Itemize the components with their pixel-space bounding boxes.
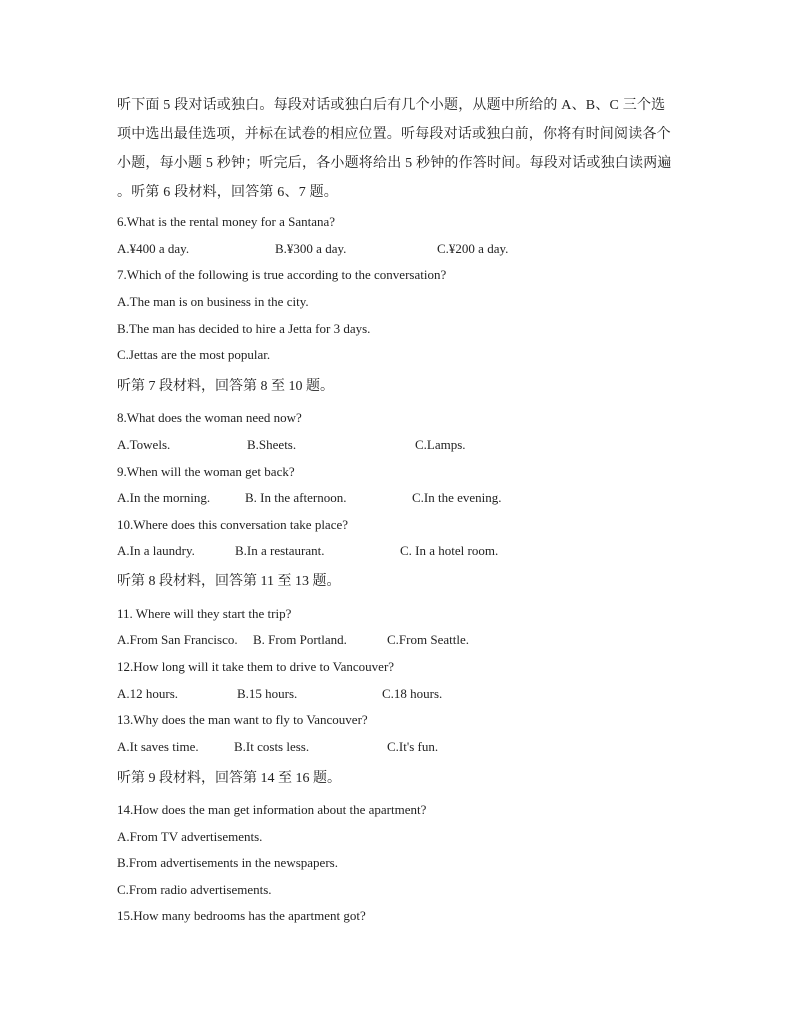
option-a: A.It saves time. [117,739,199,754]
option-c: C.¥200 a day. [437,241,509,256]
option-b: B. From Portland. [253,632,347,647]
option-a: A.12 hours. [117,686,179,701]
option-a: A.From San Francisco. [117,632,238,647]
question-11-stem: 11. Where will they start the trip? [117,606,292,621]
question-15-stem: 15.How many bedrooms has the apartment got? [117,908,366,923]
option-a: A.Towels. [117,437,171,452]
intro-line-2: 项中选出最佳选项，并标在试卷的相应位置。听每段对话或独白前，你将有时间阅读各个 [117,127,671,142]
question-12-stem: 12.How long will it take them to drive to Vancouver? [117,659,395,674]
intro-line-4: 。听第 6 段材料，回答第 6、7 题。 [117,185,338,200]
option-b: B. In the afternoon. [245,490,347,505]
question-7-option-b: B.The man has decided to hire a Jetta for 3 days. [117,321,371,336]
option-c: C.18 hours. [382,686,443,701]
option-c: C.Lamps. [415,437,466,452]
question-14-option-c: C.From radio advertisements. [117,882,272,897]
option-b: B.In a restaurant. [235,543,325,558]
intro-line-3: 小题，每小题 5 秒钟；听完后，各小题将给出 5 秒钟的作答时间。每段对话或独白读两遍 [117,156,672,171]
option-b: B.It costs less. [234,739,310,754]
question-7-option-a: A.The man is on business in the city. [117,294,309,309]
option-a: A.In a laundry. [117,543,195,558]
question-14-stem: 14.How does the man get information about the apartment? [117,802,427,817]
option-a: A.¥400 a day. [117,241,190,256]
option-b: B.15 hours. [237,686,298,701]
question-6-stem: 6.What is the rental money for a Santana? [117,214,336,229]
question-7-option-c: C.Jettas are the most popular. [117,347,271,362]
question-13-stem: 13.Why does the man want to fly to Vancouver? [117,712,368,727]
question-7-stem: 7.Which of the following is true according to the conversation? [117,267,447,282]
question-14-option-b: B.From advertisements in the newspapers. [117,855,338,870]
option-b: B.¥300 a day. [275,241,347,256]
section-heading-9: 听第 9 段材料，回答第 14 至 16 题。 [117,771,341,786]
question-10-stem: 10.Where does this conversation take place? [117,517,349,532]
option-b: B.Sheets. [247,437,297,452]
question-9-stem: 9.When will the woman get back? [117,464,295,479]
section-heading-8: 听第 8 段材料，回答第 11 至 13 题。 [117,574,341,589]
section-heading-7: 听第 7 段材料，回答第 8 至 10 题。 [117,379,334,394]
option-c: C.It's fun. [387,739,439,754]
option-c: C.In the evening. [412,490,502,505]
option-c: C. In a hotel room. [400,543,499,558]
option-c: C.From Seattle. [387,632,469,647]
intro-line-1: 听下面 5 段对话或独白。每段对话或独白后有几个小题，从题中所给的 A、B、C 三个选 [117,98,666,113]
question-14-option-a: A.From TV advertisements. [117,829,263,844]
question-8-stem: 8.What does the woman need now? [117,410,302,425]
option-a: A.In the morning. [117,490,211,505]
